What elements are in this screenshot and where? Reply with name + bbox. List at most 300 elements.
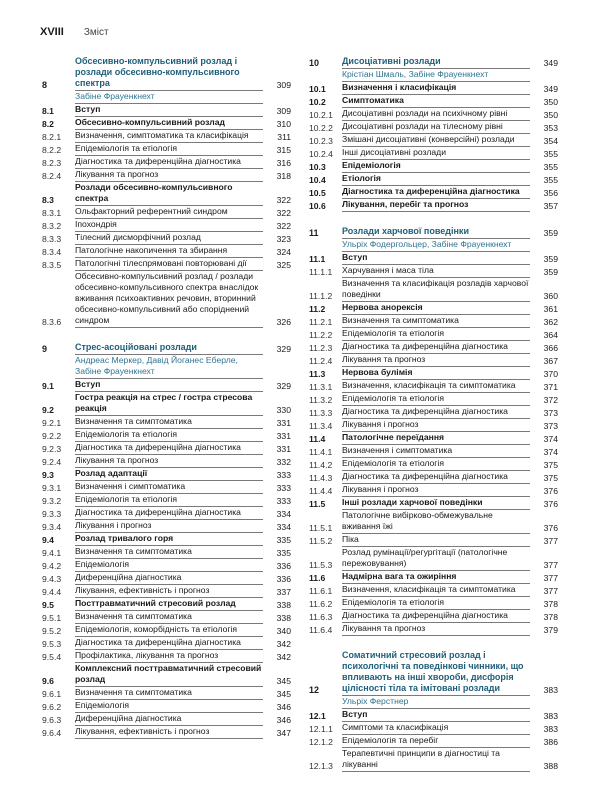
toc-row xyxy=(42,520,291,533)
section-number: 9.1 xyxy=(42,381,54,391)
toc-entry xyxy=(42,232,291,245)
section-title: Лікування та прогноз xyxy=(75,455,263,468)
page-ref: 376 xyxy=(543,523,558,533)
section-title: Профілактика, лікування та прогноз xyxy=(75,650,263,663)
page-ref: 334 xyxy=(276,522,291,532)
section-title: Визначення та симптоматика xyxy=(75,611,263,624)
section-number: 9.3.3 xyxy=(42,509,62,519)
page-ref: 359 xyxy=(543,228,558,238)
toc-row xyxy=(42,713,291,726)
section-title: Визначення та симптоматика xyxy=(75,546,263,559)
section-title: Обсесивно-компульсивний розлад і розлади обсесивно-компульсивного спектра xyxy=(75,56,263,91)
toc-row xyxy=(309,393,558,406)
section-title: Комплексний посттравматичний стресовий розлад xyxy=(75,663,263,687)
page-ref: 360 xyxy=(543,291,558,301)
section-title: Нервова анорексія xyxy=(342,302,530,315)
page-ref: 372 xyxy=(543,395,558,405)
toc-row xyxy=(309,265,558,278)
section-number: 10.6 xyxy=(309,201,326,211)
section-number: 11.4.2 xyxy=(309,460,333,470)
toc-entry xyxy=(309,134,558,147)
page-ref: 362 xyxy=(543,317,558,327)
toc-row xyxy=(309,432,558,445)
page-ref: 338 xyxy=(276,613,291,623)
toc-row xyxy=(309,497,558,510)
section-number: 9.6.4 xyxy=(42,728,62,738)
toc-row xyxy=(309,147,558,160)
section-title: Тілесний дисморфічний розлад xyxy=(75,232,263,245)
section-number: 9.5.2 xyxy=(42,626,62,636)
page-ref: 335 xyxy=(276,548,291,558)
page-ref: 350 xyxy=(543,110,558,120)
section-title: Розлад тривалого горя xyxy=(75,533,263,546)
page-ref: 345 xyxy=(276,689,291,699)
section-title: Епідеміологія та етіологія xyxy=(342,458,530,471)
toc-row xyxy=(309,108,558,121)
section-number: 8.3.6 xyxy=(42,317,62,327)
toc-right-column xyxy=(309,56,558,772)
section-title: Епідеміологія та етіологія xyxy=(75,494,263,507)
toc-row xyxy=(42,726,291,739)
toc-row xyxy=(309,226,558,239)
toc-entry xyxy=(42,494,291,507)
section-title: Лікування і прогноз xyxy=(75,520,263,533)
page-ref: 323 xyxy=(276,234,291,244)
page-ref: 324 xyxy=(276,247,291,257)
section-number: 9.3.1 xyxy=(42,483,62,493)
section-title: Диференційна діагностика xyxy=(75,713,263,726)
toc-row xyxy=(42,663,291,687)
section-title: Патологічне переїдання xyxy=(342,432,530,445)
toc-entry xyxy=(42,481,291,494)
page-ref: 383 xyxy=(543,724,558,734)
page-ref: 331 xyxy=(276,431,291,441)
toc-entry xyxy=(42,104,291,117)
page-ref: 311 xyxy=(277,132,291,142)
section-title: Визначення та симптоматика xyxy=(75,416,263,429)
section-title: Дисоціативні розлади xyxy=(342,56,530,69)
toc-entry xyxy=(42,117,291,130)
page-ref: 342 xyxy=(276,639,291,649)
toc-row xyxy=(309,82,558,95)
toc-entry xyxy=(309,610,558,623)
page-ref: 379 xyxy=(543,625,558,635)
toc-entry xyxy=(309,458,558,471)
running-title: Зміст xyxy=(83,27,109,38)
section-title: Етіологія xyxy=(342,173,530,186)
toc-chapter xyxy=(42,56,291,104)
section-number: 9.2.1 xyxy=(42,418,62,428)
page-ref: 334 xyxy=(276,509,291,519)
toc-entry xyxy=(309,735,558,748)
section-number: 11.5 xyxy=(309,499,326,509)
toc-row xyxy=(42,117,291,130)
toc-row xyxy=(42,507,291,520)
page-ref: 357 xyxy=(543,201,558,211)
section-title: Лікування та прогноз xyxy=(75,169,263,182)
page-ref: 316 xyxy=(276,158,291,168)
toc-chapter xyxy=(309,650,558,709)
section-title: Патологічні тілеспрямовані повторювані дії xyxy=(75,258,263,271)
toc-row xyxy=(309,173,558,186)
section-number: 9.6.1 xyxy=(42,689,62,699)
section-number: 11.3 xyxy=(309,369,326,379)
toc-entry xyxy=(42,624,291,637)
chapter-authors: Ульріх Ферстнер xyxy=(342,696,530,709)
toc-row xyxy=(42,206,291,219)
toc-row xyxy=(42,219,291,232)
toc-row xyxy=(42,494,291,507)
toc-entry xyxy=(42,663,291,687)
page-ref: 355 xyxy=(543,162,558,172)
toc-entry xyxy=(309,571,558,584)
section-title: Епідеміологія та етіологія xyxy=(75,143,263,156)
section-title: Епідеміологія та етіологія xyxy=(342,328,530,341)
toc-entry xyxy=(309,199,558,212)
toc-entry xyxy=(309,328,558,341)
page-ref: 309 xyxy=(276,80,291,90)
section-title: Визначення, симптоматика та класифікація xyxy=(75,130,263,143)
page-ref: 336 xyxy=(276,561,291,571)
toc-row xyxy=(309,458,558,471)
toc-entry xyxy=(42,726,291,739)
toc-entry xyxy=(309,315,558,328)
toc-chapter xyxy=(309,226,558,252)
toc-entry xyxy=(309,95,558,108)
section-number: 8.3 xyxy=(42,195,54,205)
toc-row xyxy=(42,442,291,455)
toc-row xyxy=(42,245,291,258)
section-title: Стрес-асоційовані розлади xyxy=(75,342,263,355)
toc-entry xyxy=(42,585,291,598)
toc-entry xyxy=(309,186,558,199)
page-ref: 318 xyxy=(276,171,291,181)
section-title: Діагностика та диференційна діагностика xyxy=(75,637,263,650)
toc-entry xyxy=(309,380,558,393)
toc-row xyxy=(309,406,558,419)
toc-entry xyxy=(309,748,558,772)
section-number: 9 xyxy=(42,344,48,354)
toc-entry xyxy=(309,160,558,173)
section-number: 10.3 xyxy=(309,162,326,172)
toc-entry xyxy=(42,182,291,206)
toc-row xyxy=(42,379,291,392)
toc-row xyxy=(42,182,291,206)
toc-row xyxy=(309,160,558,173)
toc-entry xyxy=(309,510,558,534)
toc-row xyxy=(309,484,558,497)
section-title: Діагностика та диференційна діагностика xyxy=(342,471,530,484)
toc-row xyxy=(42,392,291,416)
toc-entry xyxy=(42,455,291,468)
section-title: Іпохондрія xyxy=(75,219,263,232)
toc-row xyxy=(309,315,558,328)
toc-left-column xyxy=(42,56,291,739)
section-title: Патологічне вибірково-обмежувальне вживання їжі xyxy=(342,510,530,534)
page-ref: 377 xyxy=(543,536,558,546)
toc-row xyxy=(42,650,291,663)
section-title: Визначення і симптоматика xyxy=(75,481,263,494)
toc-row xyxy=(42,468,291,481)
toc-row xyxy=(42,429,291,442)
section-number: 9.5 xyxy=(42,600,54,610)
toc-chapter xyxy=(42,342,291,379)
toc-row xyxy=(309,252,558,265)
chapter-authors: Крістіан Шмаль, Забіне Фрауенкнехт xyxy=(342,69,530,82)
section-number: 8.2.2 xyxy=(42,145,62,155)
page-ref: 388 xyxy=(543,761,558,771)
section-title: Епідеміологія xyxy=(75,700,263,713)
toc-entry xyxy=(42,219,291,232)
toc-row xyxy=(309,419,558,432)
toc-row xyxy=(309,278,558,302)
toc-entry xyxy=(309,147,558,160)
section-title: Обсесивно-компульсивний розлад / розлади обсесивно-компульсивного спектра внаслідок вживання психоактивних речовин, вторинний обсесивно-компульсивний або споріднений синдром xyxy=(75,271,263,328)
page-ref: 377 xyxy=(543,560,558,570)
toc-entry xyxy=(42,442,291,455)
toc-row xyxy=(42,169,291,182)
toc-row xyxy=(42,258,291,271)
section-number: 11.6.2 xyxy=(309,599,333,609)
toc-entry xyxy=(309,497,558,510)
section-title: Розлади харчової поведінки xyxy=(342,226,530,239)
page-ref: 377 xyxy=(543,586,558,596)
page-ref: 329 xyxy=(276,344,291,354)
page-ref: 337 xyxy=(276,587,291,597)
toc-row xyxy=(42,687,291,700)
section-number: 11.3.1 xyxy=(309,382,333,392)
section-number: 9.5.3 xyxy=(42,639,62,649)
page-ref: 309 xyxy=(276,106,291,116)
toc-entry xyxy=(42,687,291,700)
section-number: 8.1 xyxy=(42,106,54,116)
page-ref: 310 xyxy=(276,119,291,129)
section-number: 9.2 xyxy=(42,405,54,415)
page-ref: 338 xyxy=(276,600,291,610)
section-title: Визначення і симптоматика xyxy=(342,445,530,458)
section-title: Діагностика та диференційна діагностика xyxy=(75,442,263,455)
toc-row xyxy=(309,302,558,315)
toc-entry xyxy=(42,637,291,650)
page-ref: 353 xyxy=(543,123,558,133)
toc-entry xyxy=(309,432,558,445)
page-ref: 366 xyxy=(543,343,558,353)
toc-entry xyxy=(309,547,558,571)
toc-row xyxy=(42,585,291,598)
toc-row xyxy=(309,650,558,696)
section-number: 11.6.1 xyxy=(309,586,333,596)
section-number: 10.2.4 xyxy=(309,149,333,159)
page-ref: 376 xyxy=(543,499,558,509)
page-ref: 322 xyxy=(276,221,291,231)
toc-entry xyxy=(42,559,291,572)
section-number: 9.4.1 xyxy=(42,548,62,558)
toc-entry xyxy=(42,156,291,169)
page-ref: 361 xyxy=(543,304,558,314)
section-title: Визначення, класифікація та симптоматика xyxy=(342,584,530,597)
section-number: 10 xyxy=(309,58,320,68)
toc-entry xyxy=(309,302,558,315)
section-number: 11.6.4 xyxy=(309,625,333,635)
page-ref: 376 xyxy=(543,486,558,496)
page-ref: 349 xyxy=(543,84,558,94)
page-ref: 383 xyxy=(543,711,558,721)
section-number: 10.1 xyxy=(309,84,326,94)
chapter-authors: Ульріх Фодергольцер, Забіне Фрауенкнехт xyxy=(342,239,530,252)
section-title: Діагностика та диференційна діагностика xyxy=(75,156,263,169)
page-ref: 374 xyxy=(543,434,558,444)
section-number: 11.2.2 xyxy=(309,330,333,340)
toc-row xyxy=(42,481,291,494)
section-title: Симптоматика xyxy=(342,95,530,108)
chapter-authors: Забіне Фрауенкнехт xyxy=(75,91,263,104)
section-title: Надмірна вага та ожиріння xyxy=(342,571,530,584)
toc-row xyxy=(309,95,558,108)
section-number: 10.5 xyxy=(309,188,326,198)
page-ref: 378 xyxy=(543,612,558,622)
section-title: Інші розлади харчової поведінки xyxy=(342,497,530,510)
toc-entry xyxy=(42,546,291,559)
page-ref: 377 xyxy=(543,573,558,583)
section-title: Епідеміологія та перебіг xyxy=(342,735,530,748)
section-title: Лікування, ефективність і прогноз xyxy=(75,585,263,598)
section-title: Лікування, перебіг та прогноз xyxy=(342,199,530,212)
page-ref: 373 xyxy=(543,421,558,431)
toc-row xyxy=(42,624,291,637)
toc-row xyxy=(42,611,291,624)
section-number: 9.5.4 xyxy=(42,652,62,662)
section-title: Діагностика та диференційна діагностика xyxy=(342,341,530,354)
page-ref: 355 xyxy=(543,175,558,185)
page-ref: 342 xyxy=(276,652,291,662)
section-title: Дисоціативні розлади на тілесному рівні xyxy=(342,121,530,134)
page-ref: 354 xyxy=(543,136,558,146)
section-number: 8.3.1 xyxy=(42,208,62,218)
page-ref: 322 xyxy=(276,195,291,205)
page-ref: 378 xyxy=(543,599,558,609)
section-title: Визначення, класифікація та симптоматика xyxy=(342,380,530,393)
page-ref: 355 xyxy=(543,149,558,159)
section-number: 9.6 xyxy=(42,676,54,686)
toc-entry xyxy=(309,173,558,186)
section-title: Діагностика та диференційна діагностика xyxy=(342,610,530,623)
page-ref: 349 xyxy=(543,58,558,68)
page-ref: 330 xyxy=(276,405,291,415)
section-number: 11.5.3 xyxy=(309,560,333,570)
section-number: 11.1.2 xyxy=(309,291,333,301)
toc-entry xyxy=(42,429,291,442)
toc-row xyxy=(309,584,558,597)
section-title: Лікування та прогноз xyxy=(342,354,530,367)
toc-entry xyxy=(309,265,558,278)
toc-entry xyxy=(309,406,558,419)
toc-row xyxy=(309,471,558,484)
section-number: 11.2 xyxy=(309,304,326,314)
toc-entry xyxy=(42,650,291,663)
section-number: 11.4.1 xyxy=(309,447,333,457)
page-ref: 332 xyxy=(276,457,291,467)
section-number: 9.2.3 xyxy=(42,444,62,454)
toc-row xyxy=(309,722,558,735)
toc-entry xyxy=(309,419,558,432)
page-ref: 346 xyxy=(276,702,291,712)
toc-entry xyxy=(42,572,291,585)
toc-entry xyxy=(309,278,558,302)
toc-entry xyxy=(309,252,558,265)
toc-row xyxy=(42,130,291,143)
toc-row xyxy=(42,156,291,169)
page-ref: 335 xyxy=(276,535,291,545)
toc-row xyxy=(309,341,558,354)
section-number: 10.2.3 xyxy=(309,136,333,146)
section-number: 8.2.3 xyxy=(42,158,62,168)
section-title: Визначення і класифікація xyxy=(342,82,530,95)
section-title: Епідеміологія xyxy=(75,559,263,572)
toc-entry xyxy=(309,534,558,547)
page-header xyxy=(40,26,109,38)
section-number: 12.1 xyxy=(309,711,326,721)
section-number: 11.4.3 xyxy=(309,473,333,483)
page-ref: 345 xyxy=(276,676,291,686)
page-ref: 336 xyxy=(276,574,291,584)
section-number: 9.4.4 xyxy=(42,587,62,597)
section-number: 9.2.2 xyxy=(42,431,62,441)
section-title: Змішані дисоціативні (конверсійні) розлади xyxy=(342,134,530,147)
section-title: Вступ xyxy=(75,104,263,117)
section-title: Терапевтичні принципи в діагностиці та лікуванні xyxy=(342,748,530,772)
page-ref: 331 xyxy=(276,444,291,454)
toc-row xyxy=(309,610,558,623)
toc-row xyxy=(42,416,291,429)
section-title: Діагностика та диференційна діагностика xyxy=(75,507,263,520)
toc-row xyxy=(42,572,291,585)
section-title: Обсесивно-компульсивний розлад xyxy=(75,117,263,130)
toc-row xyxy=(309,623,558,636)
page-ref: 359 xyxy=(543,267,558,277)
toc-row xyxy=(42,455,291,468)
section-title: Розлад адаптації xyxy=(75,468,263,481)
page-ref: 367 xyxy=(543,356,558,366)
section-number: 12.1.2 xyxy=(309,737,333,747)
section-title: Визначення та класифікація розладів харчової поведінки xyxy=(342,278,530,302)
section-title: Діагностика та диференційна діагностика xyxy=(342,186,530,199)
section-title: Лікування, ефективність і прогноз xyxy=(75,726,263,739)
toc-entry xyxy=(42,130,291,143)
section-number: 12 xyxy=(309,685,320,695)
section-title: Епідеміологія та етіологія xyxy=(342,393,530,406)
section-number: 8.3.4 xyxy=(42,247,62,257)
toc-entry xyxy=(42,245,291,258)
toc-row xyxy=(42,637,291,650)
toc-entry xyxy=(309,82,558,95)
section-number: 9.2.4 xyxy=(42,457,62,467)
section-title: Розлади обсесивно-компульсивного спектра xyxy=(75,182,263,206)
page-ref: 350 xyxy=(543,97,558,107)
toc-entry xyxy=(309,471,558,484)
section-number: 9.4 xyxy=(42,535,54,545)
toc-row xyxy=(309,367,558,380)
page-ref: 370 xyxy=(543,369,558,379)
section-title: Дисоціативні розлади на психічному рівні xyxy=(342,108,530,121)
section-title: Нервова булімія xyxy=(342,367,530,380)
section-title: Диференційна діагностика xyxy=(75,572,263,585)
toc-entry xyxy=(42,271,291,328)
page-ref: 375 xyxy=(543,473,558,483)
page-ref: 346 xyxy=(276,715,291,725)
section-title: Епідеміологія та етіологія xyxy=(342,597,530,610)
section-number: 8.2.4 xyxy=(42,171,62,181)
page-ref: 364 xyxy=(543,330,558,340)
